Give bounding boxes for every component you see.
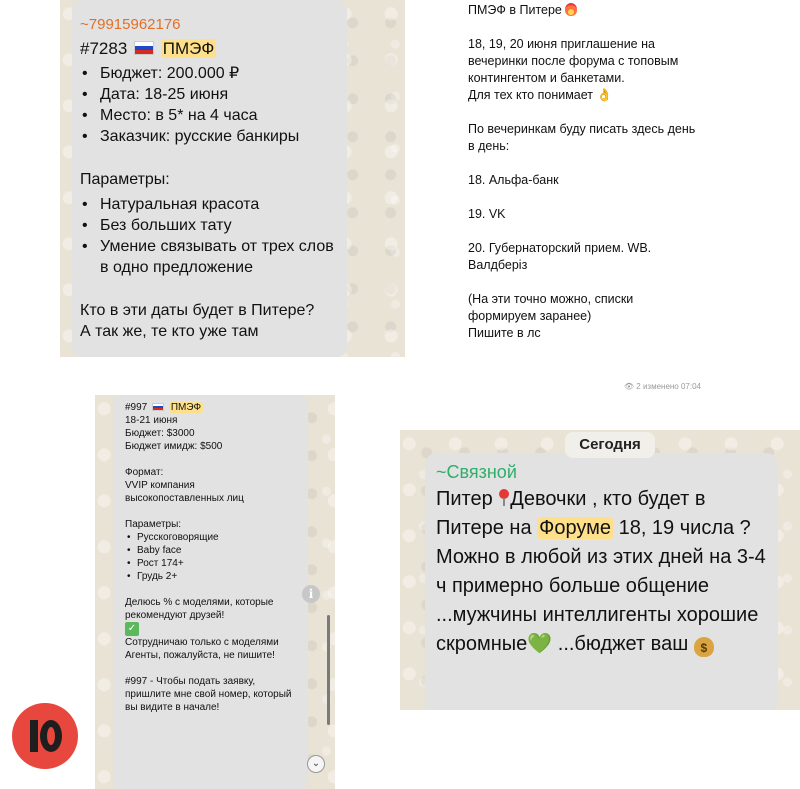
money-bag-icon: $	[694, 637, 714, 657]
sender-name[interactable]: ~79915962176	[80, 16, 181, 33]
format-line: VVIP компания	[125, 480, 195, 491]
sender-name[interactable]: ~Связной	[436, 462, 517, 482]
share-text: Делюсь % с моделями, которые рекомендуют друзей!	[125, 597, 274, 621]
format-line: высокопоставленных лиц	[125, 493, 244, 504]
date-divider: Сегодня	[565, 432, 655, 458]
event-item: 19. VK	[468, 207, 506, 221]
chat-screenshot-svyaznoy	[400, 430, 800, 710]
list-item: • Заказчик: русские банкиры	[80, 126, 341, 147]
message-tag	[125, 401, 302, 414]
params-title: Параметры:	[80, 171, 170, 188]
list-item: • Место: в 5* на 4 часа	[80, 105, 341, 126]
intro-paragraph: 18, 19, 20 июня приглашение на вечеринки после форума с топовым контингентом и банкетами. Для тех кто понимает 👌	[468, 37, 679, 102]
params-list	[80, 194, 341, 278]
scroll-down-button[interactable]: ⌄	[307, 755, 325, 773]
event-item: 20. Губернаторский прием. WB. Валдберіз	[468, 241, 652, 272]
pin-icon	[498, 489, 510, 507]
apply-text: #997 - Чтобы подать заявку, пришлите мне свой номер, который вы видите в начале!	[125, 676, 292, 713]
brand-logo	[12, 703, 78, 769]
list-item: • Без больших тату	[80, 215, 341, 236]
fire-icon	[565, 3, 577, 16]
event-item: 18. Альфа-банк	[468, 173, 559, 187]
params-list	[125, 531, 302, 583]
tag-label: ПМЭФ	[162, 39, 215, 58]
chat-screenshot-pmef-parties	[455, 0, 705, 395]
chat-screenshot-pmef-7283	[60, 0, 405, 357]
list-item: • Дата: 18-25 июня	[80, 84, 341, 105]
list-item: • Рост 174+	[125, 557, 302, 570]
green-heart-icon: 💚	[527, 633, 553, 655]
ok-hand-icon: 👌	[596, 88, 613, 102]
format-title: Формат:	[125, 467, 164, 478]
budget: Бюджет: $3000	[125, 428, 195, 439]
info-icon[interactable]: i	[302, 585, 320, 603]
agents-text: Агенты, пожалуйста, не пишите!	[125, 650, 275, 661]
list-item: • Бюджет: 200.000 ₽	[80, 63, 341, 84]
message-tag	[80, 38, 341, 59]
dates: 18-21 июня	[125, 415, 178, 426]
tag-number: #997	[125, 402, 148, 413]
list-item: • Натуральная красота	[80, 194, 341, 215]
image-budget: Бюджет имидж: $500	[125, 441, 223, 452]
tag-number: #7283	[80, 39, 128, 58]
message-bubble	[72, 0, 347, 357]
scrollbar[interactable]	[327, 615, 330, 725]
chat-screenshot-pmef-997	[95, 395, 335, 789]
message-title: ПМЭФ в Питере	[468, 2, 698, 19]
list-item: • Русскоговорящие	[125, 531, 302, 544]
question-line-1: Кто в эти даты будет в Питере?	[80, 302, 315, 319]
list-item: • Умение связывать от трех слов в одно предложение	[80, 236, 341, 278]
eye-icon: 👁	[623, 382, 635, 391]
russia-flag-icon	[152, 403, 164, 411]
message-body	[468, 2, 698, 342]
list-item: • Грудь 2+	[125, 570, 302, 583]
list-item: • Baby face	[125, 544, 302, 557]
russia-flag-icon	[134, 41, 154, 55]
details-list	[80, 63, 341, 147]
note-paragraph: По вечеринкам буду писать здесь день в день:	[468, 122, 696, 153]
collab-text: Сотрудничаю только с моделями	[125, 637, 279, 648]
params-title: Параметры:	[125, 519, 182, 530]
question-line-2: А так же, те кто уже там	[80, 323, 259, 340]
checkmark-icon: ✓	[125, 622, 139, 636]
closing-paragraph: (На эти точно можно, списки формируем заранее) Пишите в лс	[468, 292, 634, 340]
tag-label: ПМЭФ	[170, 402, 202, 413]
message-bubble	[113, 395, 308, 789]
edited-timestamp: 👁 2 изменено 07:04	[623, 382, 701, 391]
highlighted-word: Форуме	[539, 517, 612, 539]
message-text: Питер Девочки , кто будет в Питере на Форуме 18, 19 числа ? Можно в любой из этих дней на 3-4 ч примерно больше общение ...мужчины интеллигенты хорошие скромные💚 ...бюджет ваш $	[436, 488, 766, 655]
message-bubble	[425, 453, 778, 710]
